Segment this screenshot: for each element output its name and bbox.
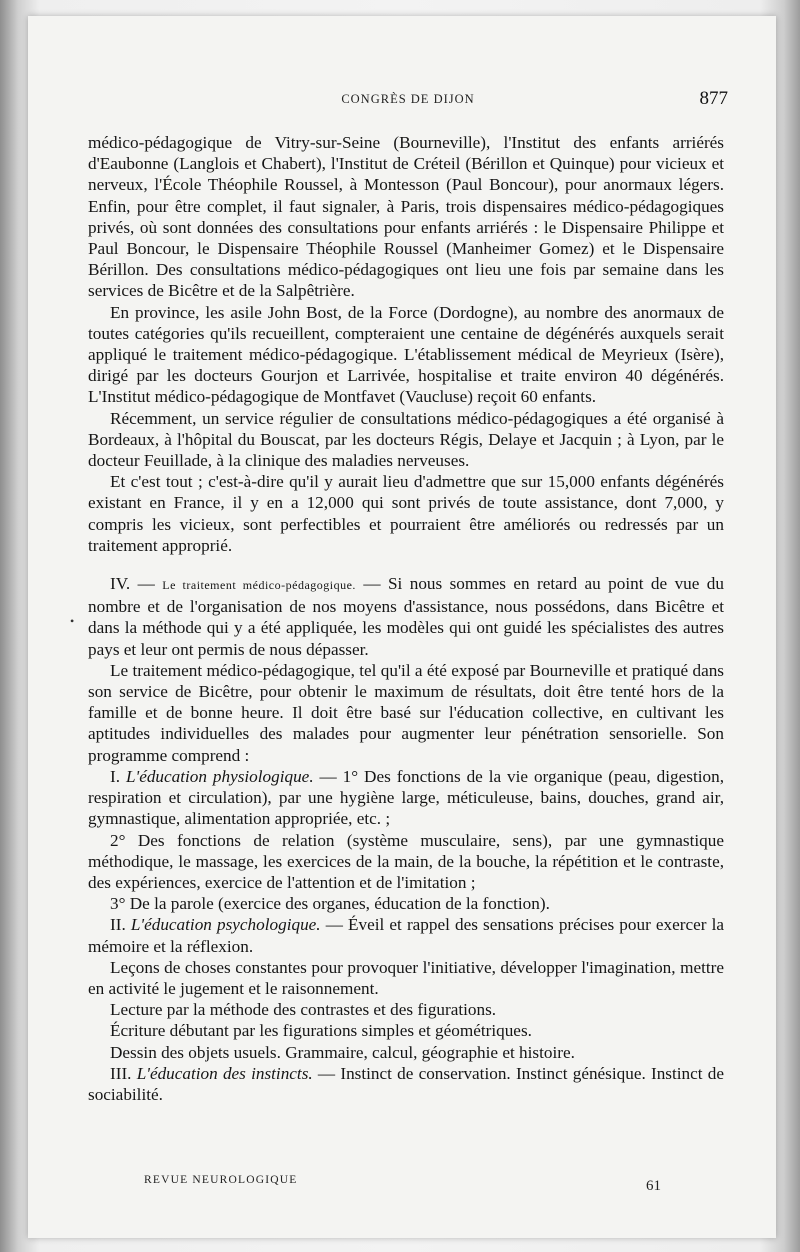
paragraph: Et c'est tout ; c'est-à-dire qu'il y aurait lieu d'admettre que sur 15,000 enfants dégénérés existant en France, il y en a 12,000 qui sont privés de toute assistance, dont 7,000, y compris les vicieux, sont perfectibles et pourraient être améliorés ou redressés par un traitement approprié.: [88, 472, 724, 555]
paragraph: Leçons de choses constantes pour provoquer l'initiative, développer l'imagination, mettre en activité le jugement et le raisonnement.: [88, 957, 724, 998]
section-heading-paragraph: [88, 573, 724, 660]
paragraph: Dessin des objets usuels. Grammaire, calcul, géographie et histoire.: [110, 1042, 575, 1062]
body-text: [88, 132, 724, 1105]
margin-dot: •: [70, 614, 75, 628]
paragraph: Lecture par la méthode des contrastes et des figurations.: [110, 1000, 497, 1020]
running-title: CONGRÈS DE DIJON: [341, 92, 475, 106]
list-paragraph: [88, 914, 724, 956]
list-paragraph: [88, 1063, 724, 1105]
journal-name: REVUE NEUROLOGIQUE: [144, 1174, 298, 1186]
signature-mark: 61: [646, 1178, 661, 1194]
list-number: II.: [110, 915, 131, 935]
list-title: L'éducation des instincts.: [136, 1063, 313, 1083]
page-header: [88, 90, 728, 114]
list-title: L'éducation psychologique.: [130, 915, 321, 935]
list-number: I.: [110, 766, 126, 786]
list-body: — Instinct de conservation. Instinct génésique. Instinct de sociabilité.: [88, 1063, 724, 1104]
page-number: 877: [699, 88, 728, 109]
section-body: — Si nous sommes en retard au point de vue du nombre et de l'organisation de nos moyens d'assistance, nous possédons, dans Bicêtre et dans la méthode qui y a été appliquée, les modèles qui ont guidé les spécialistes des autres pays et leur ont permis de nous dépasser.: [88, 574, 724, 659]
book-page: [28, 16, 776, 1238]
list-body: — Éveil et rappel des sensations précises pour exercer la mémoire et la réflexion.: [88, 915, 724, 956]
paragraph: Le traitement médico-pédagogique, tel qu'il a été exposé par Bourneville et pratiqué dans son service de Bicêtre, pour obtenir le maximum de résultats, doit être tenté hors de la famille et de bonne heure. Il doit être basé sur l'éducation collective, en cultivant les aptitudes individuelles des malades pour augmenter leur pénétration sensorielle. Son programme comprend :: [88, 660, 724, 765]
section-title: Le traitement médico-pédagogique.: [162, 578, 356, 593]
page-footer: [88, 1174, 724, 1196]
paragraph: 3° De la parole (exercice des organes, éducation de la fonction).: [110, 894, 550, 914]
paragraph: médico-pédagogique de Vitry-sur-Seine (Bourneville), l'Institut des enfants arriérés d'Eaubonne (Langlois et Chabert), l'Institut de Créteil (Bérillon et Quinque) pour vicieux et nerveux, l'École Théophile Roussel, à Montesson (Paul Boncour), pour anormaux légers. Enfin, pour être complet, il faut signaler, à Paris, trois dispensaires médico-pédagogiques privés, où sont données des consultations pour enfants arriérés : le Dispensaire Philippe et Paul Boncour, le Dispensaire Théophile Roussel (Manheimer Gomez) et le Dispensaire Bérillon. Des consultations médico-pédagogiques ont lieu une fois par semaine dans les services de Bicêtre et de la Salpêtrière.: [88, 133, 724, 301]
list-number: III.: [110, 1063, 137, 1083]
paragraph: Écriture débutant par les figurations simples et géométriques.: [110, 1021, 532, 1041]
list-body: — 1° Des fonctions de la vie organique (peau, digestion, respiration et circulation), par une hygiène large, méticuleuse, bains, douches, grand air, gymnastique, alimentation appropriée, etc. ;: [88, 766, 724, 829]
list-title: L'éducation physiologique.: [125, 766, 314, 786]
paragraph: 2° Des fonctions de relation (système musculaire, sens), par une gymnastique méthodique, le massage, les exercices de la main, de la bouche, la répétition et le contraste, des expériences, exercice de l'attention et de l'imitation ;: [88, 830, 724, 892]
list-paragraph: [88, 766, 724, 830]
section-number: IV. —: [110, 574, 163, 594]
paragraph: Récemment, un service régulier de consultations médico-pédagogiques a été organisé à Bordeaux, à l'hôpital du Bouscat, par les docteurs Régis, Delaye et Jacquin ; à Lyon, par le docteur Feuillade, à la clinique des maladies nerveuses.: [88, 408, 724, 471]
paragraph: En province, les asile John Bost, de la Force (Dordogne), au nombre des anormaux de toutes catégories qu'ils recueillent, compteraient une centaine de dégénérés auxquels serait appliqué le traitement médico-pédagogique. L'établissement médical de Meyrieux (Isère), dirigé par les docteurs Gourjon et Larrivée, hospitalise et traite environ 40 dégénérés. L'Institut médico-pédagogique de Montfavet (Vaucluse) reçoit 60 enfants.: [88, 302, 724, 407]
